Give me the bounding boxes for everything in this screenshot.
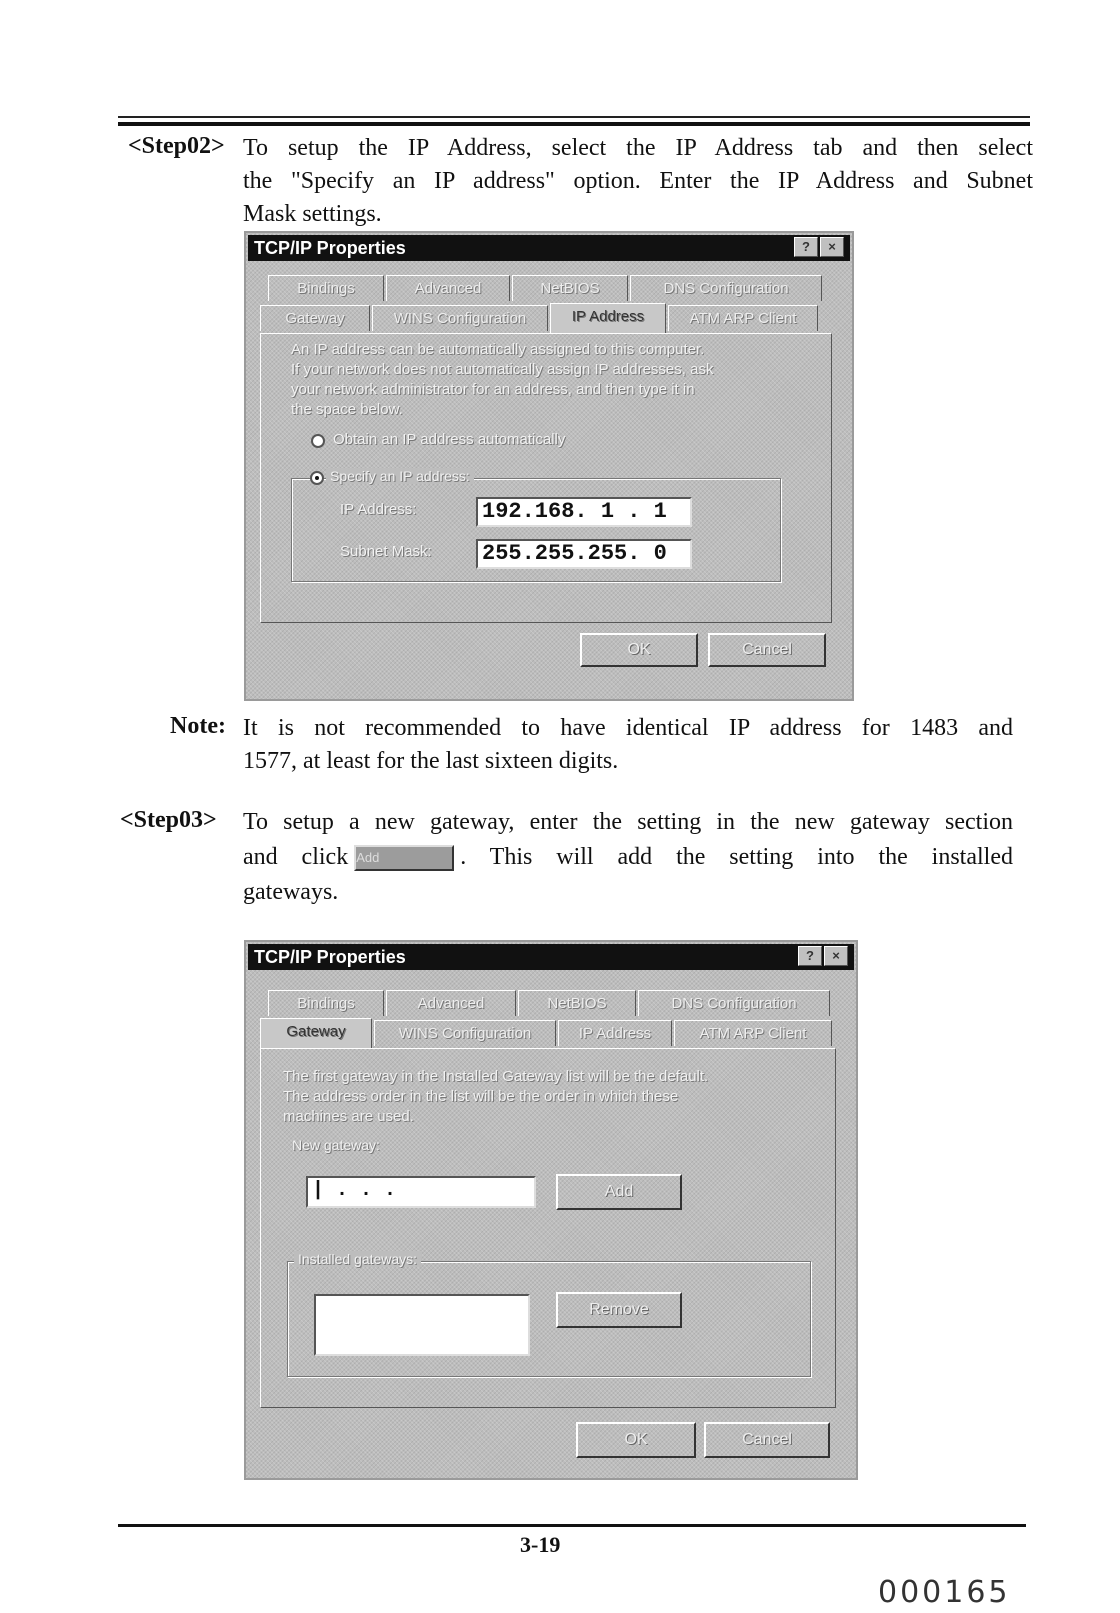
- step03-line2: [243, 841, 1013, 874]
- tab-bindings[interactable]: Bindings: [268, 275, 384, 301]
- subnet-mask-label: Subnet Mask:: [340, 543, 432, 560]
- step03-line1: To setup a new gateway, enter the setting in the new gateway section: [243, 809, 1013, 835]
- step03-line2-a: and click: [243, 844, 349, 870]
- note-line2: 1577, at least for the last sixteen digits.: [243, 748, 619, 774]
- dialog2-panel: [260, 1048, 836, 1408]
- dialog2-tabrow2: [260, 1020, 842, 1048]
- dialog1-title: TCP/IP Properties: [254, 238, 406, 258]
- ok-button[interactable]: OK: [580, 633, 698, 667]
- tab-wins-configuration[interactable]: WINS Configuration: [372, 305, 548, 331]
- dialog1-desc-2: If your network does not automatically assign IP addresses, ask: [291, 361, 714, 378]
- tab-ip-address[interactable]: IP Address: [558, 1020, 672, 1046]
- tab-netbios[interactable]: NetBIOS: [518, 990, 636, 1016]
- tab-gateway[interactable]: Gateway: [260, 1018, 372, 1048]
- step02-label: <Step02>: [128, 133, 225, 159]
- dialog1-desc-4: the space below.: [291, 401, 403, 418]
- header-rule-thin: [118, 116, 1030, 118]
- tab-bindings[interactable]: Bindings: [268, 990, 384, 1016]
- step03-label: <Step03>: [120, 807, 217, 833]
- dialog1-tabrow1: [260, 275, 838, 303]
- page-number: 3-19: [520, 1532, 561, 1557]
- specify-ip-radio[interactable]: [310, 471, 324, 485]
- dialog1-panel: [260, 333, 832, 623]
- new-gateway-label: New gateway:: [292, 1137, 380, 1153]
- tab-dns-configuration[interactable]: DNS Configuration: [630, 275, 822, 301]
- tab-gateway[interactable]: Gateway: [260, 305, 370, 331]
- close-button[interactable]: ×: [824, 946, 848, 966]
- installed-gateways-label: Installed gateways:: [294, 1251, 421, 1267]
- step03-line2-b: . This will add the setting into the installed: [460, 844, 1013, 870]
- tab-ip-address[interactable]: IP Address: [550, 303, 666, 333]
- header-rule-thick: [118, 122, 1030, 126]
- inline-add-button: Add: [354, 845, 454, 871]
- ip-address-field[interactable]: 192.168. 1 . 1: [476, 497, 692, 527]
- help-button[interactable]: ?: [798, 946, 822, 966]
- step02-line1: To setup the IP Address, select the IP Address tab and then select: [243, 135, 1033, 161]
- dialog2-tabrow1: [260, 990, 842, 1018]
- note-line1: It is not recommended to have identical IP address for 1483 and: [243, 715, 1013, 741]
- new-gateway-field[interactable]: | . . .: [306, 1176, 536, 1208]
- dialog2-desc-3: machines are used.: [283, 1108, 414, 1125]
- dialog2-desc-1: The first gateway in the Installed Gateway list will be the default.: [283, 1068, 709, 1085]
- dialog2-titlebar: [248, 944, 854, 970]
- cancel-button[interactable]: Cancel: [708, 633, 826, 667]
- subnet-mask-field[interactable]: 255.255.255. 0: [476, 539, 692, 569]
- tab-dns-configuration[interactable]: DNS Configuration: [638, 990, 830, 1016]
- installed-gateways-list[interactable]: [314, 1294, 530, 1356]
- new-gateway-group: [287, 1137, 807, 1235]
- footer-rule: [118, 1524, 1026, 1527]
- step02-line2: the "Specify an IP address" option. Enter the IP Address and Subnet: [243, 168, 1033, 194]
- dialog1-desc-3: your network administrator for an address, and then type it in: [291, 381, 695, 398]
- step02-line3: Mask settings.: [243, 201, 382, 227]
- tcpip-dialog-ip: [244, 231, 854, 701]
- dialog1-tabrow2: [260, 305, 838, 333]
- obtain-ip-radio[interactable]: [311, 434, 325, 448]
- help-button[interactable]: ?: [794, 237, 818, 257]
- dialog1-desc-1: An IP address can be automatically assigned to this computer.: [291, 341, 705, 358]
- tab-atm-arp-client[interactable]: ATM ARP Client: [674, 1020, 832, 1046]
- specify-ip-label: Specify an IP address:: [326, 468, 474, 484]
- tab-wins-configuration[interactable]: WINS Configuration: [374, 1020, 556, 1046]
- ok-button[interactable]: OK: [576, 1422, 696, 1458]
- tcpip-dialog-gateway: [244, 940, 858, 1480]
- document-stamp: 000165: [878, 1575, 1011, 1610]
- close-button[interactable]: ×: [820, 237, 844, 257]
- note-label: Note:: [170, 713, 226, 739]
- ip-address-label: IP Address:: [340, 501, 417, 518]
- cancel-button[interactable]: Cancel: [704, 1422, 830, 1458]
- step03-line3: gateways.: [243, 879, 339, 905]
- tab-advanced[interactable]: Advanced: [386, 275, 510, 301]
- add-gateway-button[interactable]: Add: [556, 1174, 682, 1210]
- obtain-ip-label: Obtain an IP address automatically: [333, 431, 566, 448]
- dialog1-titlebar: [248, 235, 850, 261]
- remove-gateway-button[interactable]: Remove: [556, 1292, 682, 1328]
- tab-advanced[interactable]: Advanced: [386, 990, 516, 1016]
- tab-atm-arp-client[interactable]: ATM ARP Client: [668, 305, 818, 331]
- ip-settings-group: [291, 468, 781, 582]
- dialog2-title: TCP/IP Properties: [254, 947, 406, 967]
- installed-gateways-group: [287, 1251, 811, 1377]
- tab-netbios[interactable]: NetBIOS: [512, 275, 628, 301]
- dialog2-desc-2: The address order in the list will be the order in which these: [283, 1088, 679, 1105]
